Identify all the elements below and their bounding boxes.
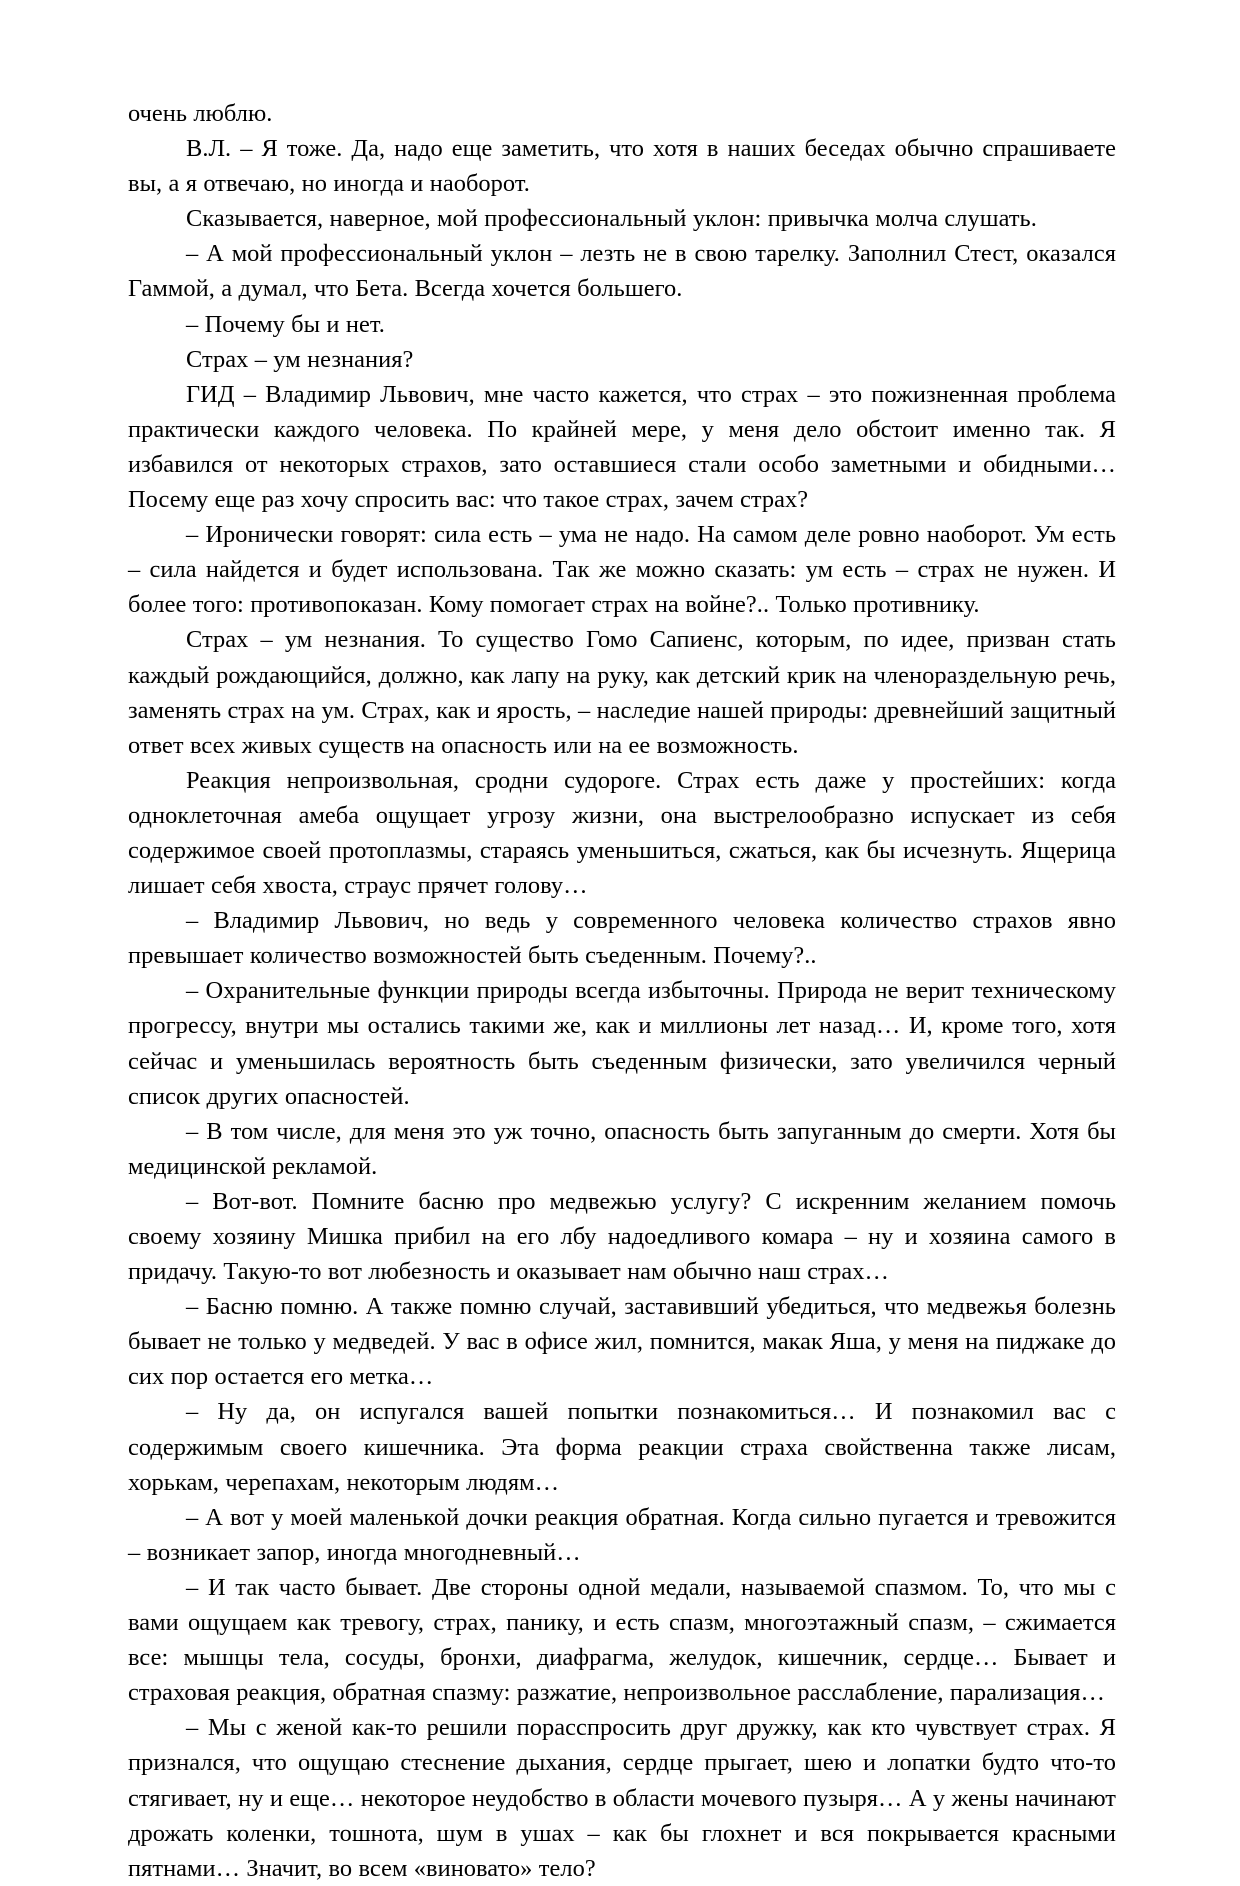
paragraph: – И так часто бывает. Две стороны одной медали, называемой спазмом. То, что мы с вами ощущаем как тревогу, страх, панику, и есть спазм, многоэтажный спазм, – сжимается все: мышцы тела, сосуды, бронхи, диафрагма, желудок, кишечник, сердце… Бывает и страховая реакция, обратная спазму: разжатие, непроизвольное расслабление, парализация… bbox=[128, 1573, 1116, 1707]
paragraph-subheading: Страх – ум незнания? bbox=[186, 345, 414, 373]
paragraph: В.Л. – Я тоже. Да, надо еще заметить, что хотя в наших беседах обычно спрашиваете вы, а я отвечаю, но иногда и наоборот. bbox=[128, 135, 1116, 198]
paragraph: – В том числе, для меня это уж точно, опасность быть запуганным до смерти. Хотя бы медицинской рекламой. bbox=[128, 1117, 1116, 1180]
paragraph: – Ну да, он испугался вашей попытки познакомиться… И познакомил вас с содержимым своего кишечника. Эта форма реакции страха свойственна также лисам, хорькам, черепахам, некоторым людям… bbox=[128, 1398, 1116, 1496]
paragraph: – Охранительные функции природы всегда избыточны. Природа не верит техническому прогрессу, внутри мы остались такими же, как и миллионы лет назад… И, кроме того, хотя сейчас и уменьшилась вероятность быть съеденным физически, зато увеличился черный список других опасностей. bbox=[128, 977, 1116, 1110]
paragraph: – А вот у моей маленькой дочки реакция обратная. Когда сильно пугается и тревожится – возникает запор, иногда многодневный… bbox=[128, 1503, 1116, 1566]
paragraph: – Почему бы и нет. bbox=[186, 310, 385, 338]
paragraph: Сказывается, наверное, мой профессиональный уклон: привычка молча слушать. bbox=[186, 205, 1037, 233]
paragraph: – Басню помню. А также помню случай, заставивший убедиться, что медвежья болезнь бывает не только у медведей. У вас в офисе жил, помнится, макак Яша, у меня на пиджаке до сих пор остается его метка… bbox=[128, 1293, 1116, 1391]
paragraph: Реакция непроизвольная, сродни судороге. Страх есть даже у простейших: когда одноклеточная амеба ощущает угрозу жизни, она выстрелообразно испускает из себя содержимое своей протоплазмы, стараясь уменьшиться, сжаться, как бы исчезнуть. Ящерица лишает себя хвоста, страус прячет голову… bbox=[128, 766, 1116, 900]
paragraph: – Мы с женой как-то решили порасспросить друг дружку, как кто чувствует страх. Я признался, что ощущаю стеснение дыхания, сердце прыгает, шею и лопатки будто что-то стягивает, ну и еще… некоторое неудобство в области мочевого пузыря… А у жены начинают дрожать коленки, тошнота, шум в ушах – как бы глохнет и вся покрывается красными пятнами… Значит, во всем «виновато» тело? bbox=[128, 1714, 1116, 1882]
paragraph: очень люблю. bbox=[128, 100, 273, 127]
paragraph: – Иронически говорят: сила есть – ума не надо. На самом деле ровно наоборот. Ум есть – сила найдется и будет использована. Так же можно сказать: ум есть – страх не нужен. И более того: противопоказан. Кому помогает страх на войне?.. Только противнику. bbox=[128, 521, 1116, 619]
paragraph: – Вот-вот. Помните басню про медвежью услугу? С искренним желанием помочь своему хозяину Мишка прибил на его лбу надоедливого комара – ну и хозяина самого в придачу. Такую-то вот любезность и оказывает нам обычно наш страх… bbox=[128, 1187, 1116, 1286]
paragraph: – А мой профессиональный уклон – лезть не в свою тарелку. Заполнил Стест, оказался Гаммой, а думал, что Бета. Всегда хочется большего. bbox=[128, 240, 1116, 303]
body-text-column bbox=[128, 96, 1116, 1886]
paragraph: – Владимир Львович, но ведь у современного человека количество страхов явно превышает количество возможностей быть съеденным. Почему?.. bbox=[128, 907, 1116, 970]
paragraph: ГИД – Владимир Львович, мне часто кажется, что страх – это пожизненная проблема практически каждого человека. По крайней мере, у меня дело обстоит именно так. Я избавился от некоторых страхов, зато оставшиеся стали особо заметными и обидными… Посему еще раз хочу спросить вас: что такое страх, зачем страх? bbox=[128, 380, 1116, 514]
paragraph: Страх – ум незнания. То существо Гомо Сапиенс, которым, по идее, призван стать каждый рождающийся, должно, как лапу на руку, как детский крик на членораздельную речь, заменять страх на ум. Страх, как и ярость, – наследие нашей природы: древнейший защитный ответ всех живых существ на опасность или на ее возможность. bbox=[128, 626, 1116, 759]
